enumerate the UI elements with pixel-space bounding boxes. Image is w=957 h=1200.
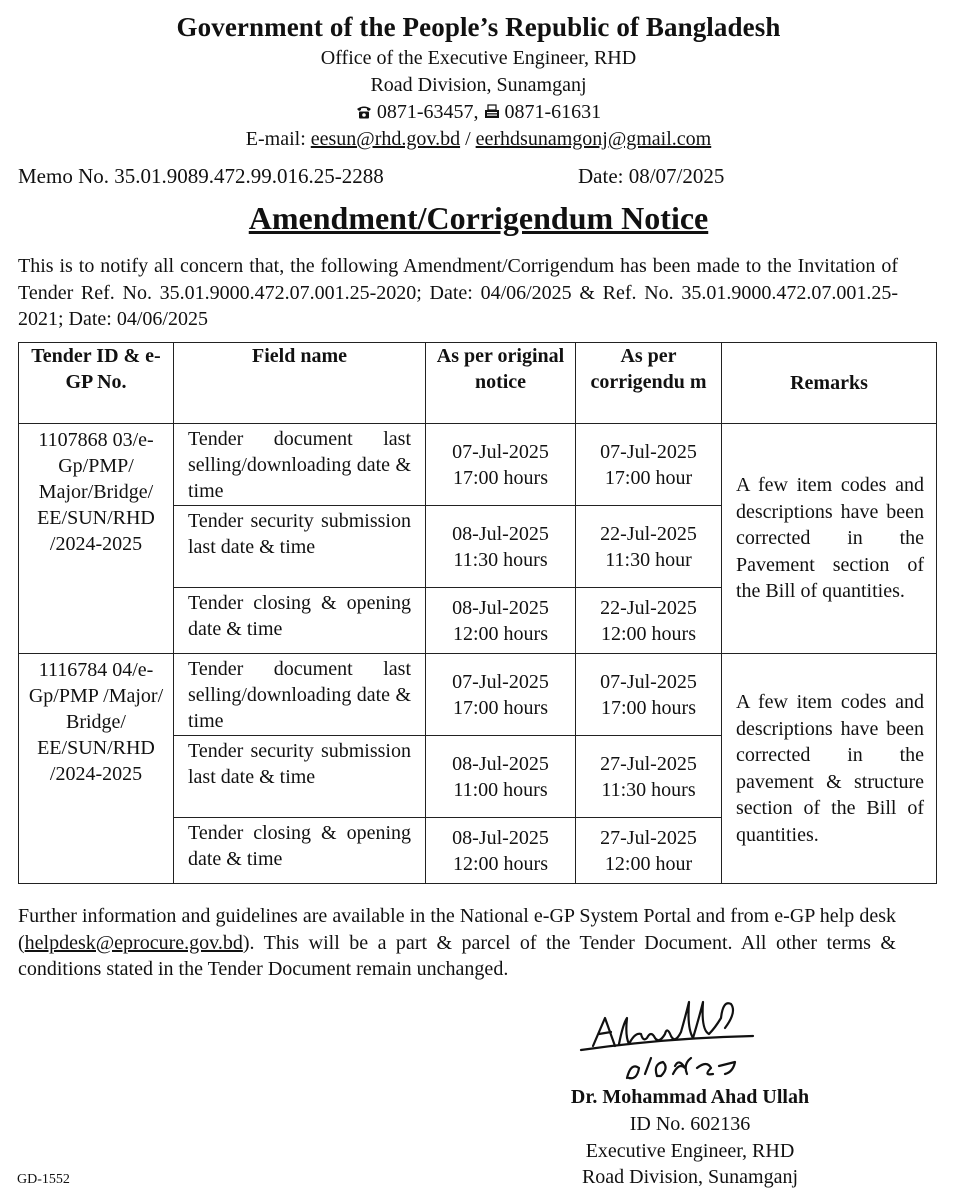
- tender-id-cell: 1107868 03/e-Gp/PMP/ Major/Bridge/ EE/SUN/RHD /2024-2025: [19, 424, 174, 654]
- remarks-cell: A few item codes and descriptions have been corrected in the Pavement section of the Bill of quantities.: [722, 424, 937, 654]
- telephone-icon: [356, 101, 377, 123]
- original-date: 08-Jul-2025: [452, 752, 549, 775]
- original-date: 07-Jul-2025: [452, 440, 549, 463]
- field-name-cell: Tender security submission last date & time: [174, 506, 426, 588]
- memo-date: Date: 08/07/2025: [578, 164, 725, 188]
- original-date: 08-Jul-2025: [452, 522, 549, 545]
- helpdesk-email-link[interactable]: helpdesk@eprocure.gov.bd: [24, 931, 243, 954]
- corrigendum-time: 11:30 hours: [601, 778, 696, 801]
- corrigendum-date-cell: [576, 654, 722, 736]
- tender-id-cell: 1116784 04/e-Gp/PMP /Major/ Bridge/ EE/SUN/RHD /2024-2025: [19, 654, 174, 884]
- corrigendum-date-cell: [576, 818, 722, 884]
- corrigendum-time: 17:00 hour: [604, 466, 693, 489]
- header-corrigendum: As per corrigendu m: [576, 343, 722, 424]
- original-time: 12:00 hours: [453, 852, 548, 875]
- gd-number: GD-1552: [17, 1172, 70, 1187]
- header-tender-id: Tender ID & e-GP No.: [19, 343, 174, 424]
- header-field-name: Field name: [174, 343, 426, 424]
- original-time: 17:00 hours: [453, 696, 548, 719]
- fax-number: 0871-61631: [504, 101, 602, 123]
- handwritten-signature: [575, 988, 795, 1088]
- government-title: Government of the People’s Republic of Bangladesh: [176, 12, 781, 42]
- original-date-cell: [426, 588, 576, 654]
- further-info-text-end: ). This will be a part & parcel of the Tender Document. All other terms & conditions stated in the Tender Document remain unchanged.: [18, 931, 896, 980]
- corrigendum-date: 27-Jul-2025: [600, 752, 697, 775]
- original-time: 11:00 hours: [453, 778, 548, 801]
- original-date: 08-Jul-2025: [452, 826, 549, 849]
- field-name-cell: Tender closing & opening date & time: [174, 588, 426, 654]
- corrigendum-time: 11:30 hour: [605, 548, 692, 571]
- corrigendum-time: 12:00 hour: [604, 852, 693, 875]
- field-name-cell: Tender document last selling/downloading date & time: [174, 424, 426, 506]
- email-label: E-mail:: [245, 128, 306, 150]
- corrigendum-date: 22-Jul-2025: [600, 596, 697, 619]
- email-separator: /: [465, 128, 471, 150]
- original-date-cell: [426, 506, 576, 588]
- email-line: [0, 128, 957, 151]
- table-row: [19, 424, 937, 506]
- header-remarks: Remarks: [722, 343, 937, 424]
- original-date: 07-Jul-2025: [452, 670, 549, 693]
- table-header-row: [19, 343, 937, 424]
- notice-title: Amendment/Corrigendum Notice: [248, 200, 709, 236]
- corrigendum-date: 07-Jul-2025: [600, 670, 697, 693]
- remarks-cell: A few item codes and descriptions have been corrected in the pavement & structure section of the Bill of quantities.: [722, 654, 937, 884]
- field-name-cell: Tender security submission last date & time: [174, 736, 426, 818]
- further-info-text: Further information and guidelines are available in the National e-GP System Portal and from e-GP help desk (: [18, 905, 896, 954]
- memo-number: Memo No. 35.01.9089.472.99.016.25-2288: [18, 164, 384, 188]
- intro-paragraph: This is to notify all concern that, the following Amendment/Corrigendum has been made to the Invitation of Tender Ref. No. 35.01.9000.472.07.001.25-2020; Date: 04/06/2025 & Ref. No. 35.01.9000.472.07.001.25-2021; Date: 04/06/2025: [18, 255, 898, 330]
- corrigendum-date-cell: [576, 424, 722, 506]
- signatory-name: Dr. Mohammad Ahad Ullah: [570, 1086, 810, 1108]
- email-link-secondary[interactable]: eerhdsunamgonj@gmail.com: [475, 128, 712, 150]
- corrigendum-time: 12:00 hours: [601, 622, 696, 645]
- original-date-cell: [426, 818, 576, 884]
- corrigendum-date-cell: [576, 736, 722, 818]
- division-name: Road Division, Sunamganj: [370, 74, 587, 96]
- signatory-division: Road Division, Sunamganj: [581, 1166, 799, 1188]
- corrigendum-time: 17:00 hours: [601, 696, 696, 719]
- original-date: 08-Jul-2025: [452, 596, 549, 619]
- original-time: 11:30 hours: [453, 548, 548, 571]
- phone-number: 0871-63457,: [376, 101, 479, 123]
- corrigendum-date-cell: [576, 506, 722, 588]
- field-name-cell: Tender closing & opening date & time: [174, 818, 426, 884]
- further-info-paragraph: [18, 903, 896, 983]
- signatory-id: ID No. 602136: [629, 1113, 751, 1135]
- email-link-primary[interactable]: eesun@rhd.gov.bd: [310, 128, 461, 150]
- original-date-cell: [426, 654, 576, 736]
- corrigendum-date-cell: [576, 588, 722, 654]
- original-date-cell: [426, 736, 576, 818]
- office-name: Office of the Executive Engineer, RHD: [320, 47, 637, 69]
- corrigendum-date: 27-Jul-2025: [600, 826, 697, 849]
- fax-icon: [484, 101, 505, 123]
- signatory-designation: Executive Engineer, RHD: [585, 1140, 795, 1162]
- contact-line: [0, 101, 957, 124]
- original-time: 17:00 hours: [453, 466, 548, 489]
- field-name-cell: Tender document last selling/downloading date & time: [174, 654, 426, 736]
- header-original: As per original notice: [426, 343, 576, 424]
- table-row: [19, 654, 937, 736]
- corrigendum-date: 07-Jul-2025: [600, 440, 697, 463]
- corrigendum-table: [18, 342, 937, 884]
- original-date-cell: [426, 424, 576, 506]
- original-time: 12:00 hours: [453, 622, 548, 645]
- corrigendum-date: 22-Jul-2025: [600, 522, 697, 545]
